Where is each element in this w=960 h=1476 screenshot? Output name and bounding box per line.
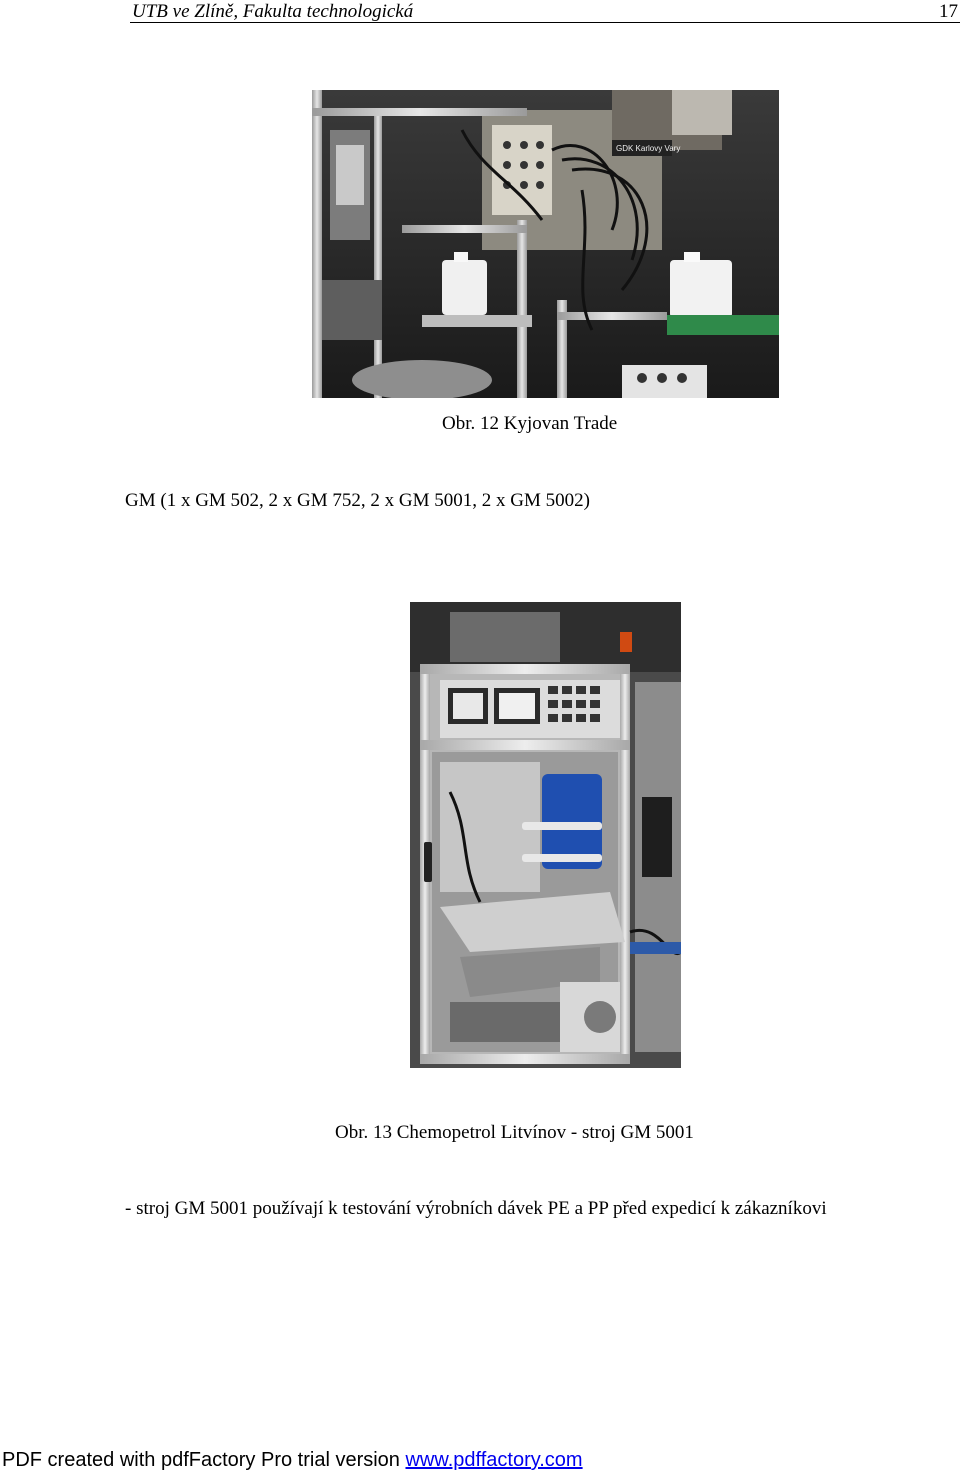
figure-12-caption: Obr. 12 Kyjovan Trade <box>442 413 618 434</box>
footer-link[interactable]: www.pdffactory.com <box>405 1449 583 1471</box>
page-header <box>130 0 960 23</box>
page-number: 17 <box>939 1 958 22</box>
pdf-footer <box>2 1449 583 1472</box>
footer-text: PDF created with pdfFactory Pro trial version <box>2 1449 406 1471</box>
paragraph-gm5001-usage: - stroj GM 5001 používají k testování výrobních dávek PE a PP před expedicí k zákazníkovi <box>125 1198 827 1219</box>
machine-badge: GDK Karlovy Vary <box>616 144 681 153</box>
figure-13-caption: Obr. 13 Chemopetrol Litvínov - stroj GM 5001 <box>335 1122 694 1143</box>
figure-13-photo <box>410 602 681 1068</box>
figure-12-photo <box>312 90 779 398</box>
paragraph-machines-list: GM (1 x GM 502, 2 x GM 752, 2 x GM 5001, 2 x GM 5002) <box>125 490 590 511</box>
header-title: UTB ve Zlíně, Fakulta technologická <box>132 1 414 22</box>
